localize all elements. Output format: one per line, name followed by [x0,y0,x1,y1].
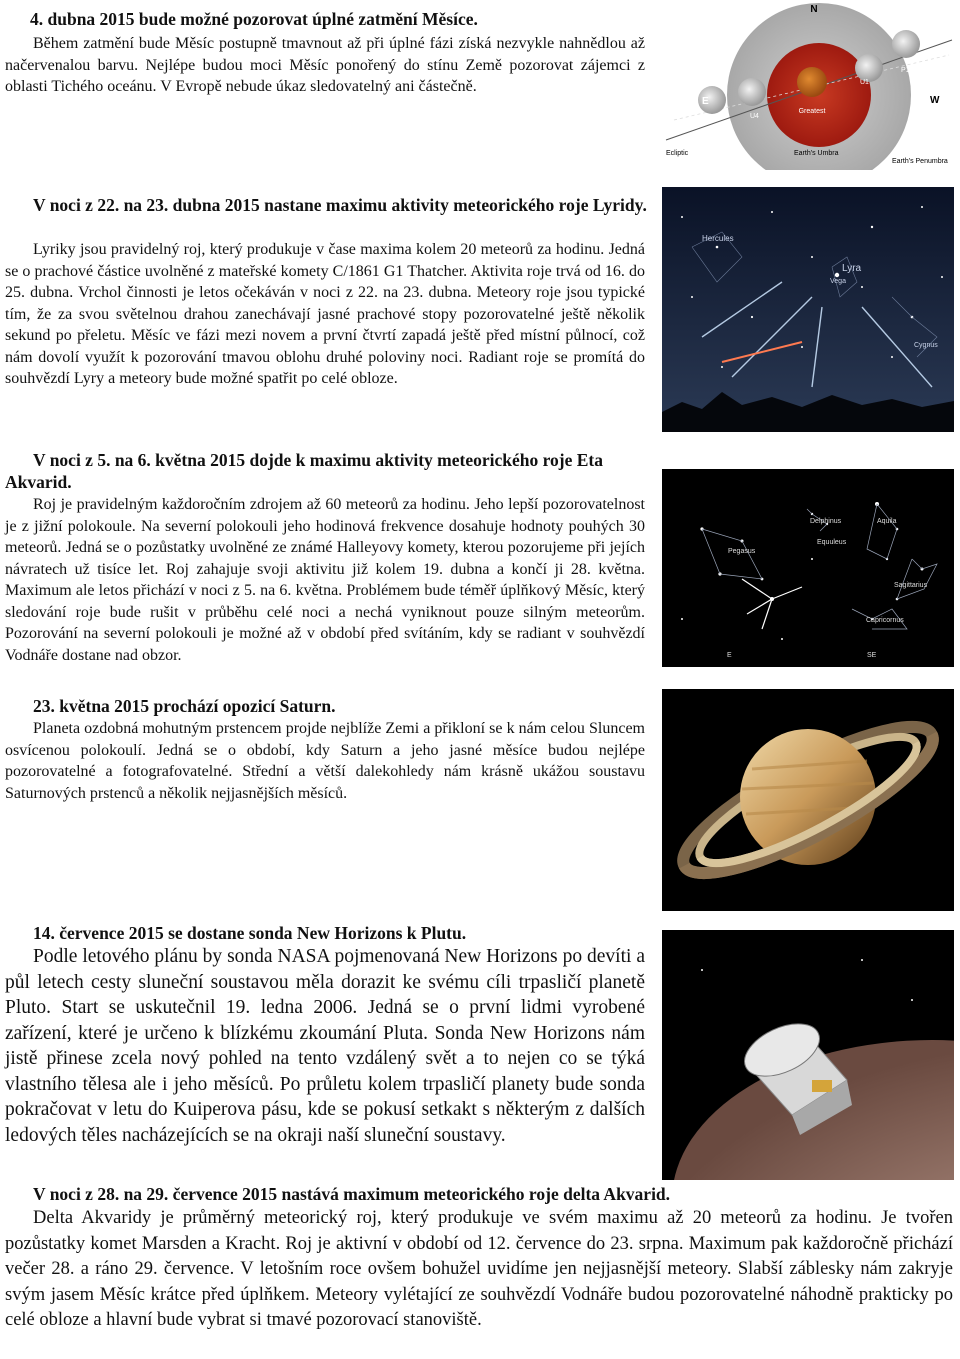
lyra-label: Lyra [842,263,862,274]
equuleus-label: Equuleus [817,539,847,546]
moon-p1 [892,30,920,58]
north-label: N [810,4,818,15]
eta-aquariids-heading: V noci z 5. na 6. května 2015 dojde k maximu aktivity meteorického roje Eta Akvarid. [5,450,604,492]
eclipse-text: Během zatmění bude Měsíc postupně tmavnout až při úplné fázi získá nezvykle nahnědlou až načervenalou barvu. Nejlépe budou moci Měsíc ponořený do stínu Země pozorovat zájemci z oblasti Tichého oceánu. V Evropě nebude úkaz sledovatelný ani částečně. [5,35,645,95]
delta-aquariids-heading: V noci z 28. na 29. července 2015 nastává maximum meteorického roje delta Akvarid. [33,1184,671,1204]
eclipse-heading: 4. dubna 2015 bude možné pozorovat úplné zatmění Měsíce. [30,9,478,29]
lyrids-text: Lyriky jsou pravidelný roj, který produkuje v čase maxima kolem 20 meteorů za hodinu. Jedná se o prachové částice uvolněné z mateřské komety C/1861 G1 Thatcher. Aktivita roje trvá od 16. do 25. dubna. Vrchol činnosti je letos očekáván v noci z 22. na 23. dubna. Meteory roje jsou typické tím, že za svou světelnou drahou zanechávají jasné prachové stopy pozorovatelné ještě několik sekund po přeletu. Měsíc ve fázi mezi novem a první čtvrtí zapadá ještě před místní půlnocí, což nám dovolí využít k pozorování tmavou oblohu druhé poloviny noci. Radiant roje se promítá do souhvězdí Lyry a meteory bude možné spatřit po celé obloze. [5,241,645,387]
u1-label: U1 [860,79,869,86]
aquila-label: Aquila [877,518,897,525]
saturn-image [662,689,954,911]
cygnus-label: Cygnus [914,342,938,349]
greatest-label: Greatest [798,108,826,115]
delta-aquariids-text: Delta Akvaridy je průměrný meteorický roj, který produkuje ve svém maximu až 20 meteorů za hodinu. Je tvořen pozůstatky komet Marsden a Kracht. Roj je aktivní v období od 12. července do 23. srpna. Maximum pak každoročně přichází večer 28. a ráno 29. července. V letošním roce ovšem bohužel uvidíme jen nejjasnější meteory. Slabší záblesky nám zakryje svým jasem Měsíc krátce před úplňkem. Meteory vylétající ze souhvězdí Vodnáře budou pozorovatelné náhodně prakticky po celé obloze a hlavní bude vybrat si tmavé pozorovací stanoviště. [5,1208,953,1330]
new-horizons-text: Podle letového plánu by sonda NASA pojmenovaná New Horizons po devíti a půl letech cesty sluneční soustavou měla dorazit ke svému cíli trpasličí planetě Pluto. Start se uskutečnil 19. ledna 2006. Jedná se o první lidmi vyrobené zařízení, které je určeno k blízkému zkoumání Pluta. Sonda New Horizons nám jistě přinese zcela nový pohled na tento vzdálený svět a to nejen co se týká vlastního tělesa ale i jeho měsíců. Po průletu kolem trpasličí planety bude sonda pokračovat v letu do Kuiperova pásu, kde se pokusí setkakt s některým z dalších ledových těles nacházejících se na okraji naší sluneční soustavy. [5,946,645,1146]
capricornus-label: Capricornus [866,617,904,624]
eta-aquariids-sky-map [662,469,954,667]
east-dir-label: E [727,652,732,659]
penumbra-label: Earth's Penumbra [892,158,948,165]
p1-label: P1 [901,67,910,74]
eta-aquariids-text: Roj je pravidelným každoročním zdrojem až 60 meteorů za hodinu. Jeho lepší pozorovatelnost je z jižní polokoule. Na severní polokouli jeho hodinová frekvence dosahuje hodnoty pouhých 30 meteorů. Jedná se o pozůstatky uvolněné ze známé Halleyovy komety, kterou pozorujeme při jejích návratech už tisíce let. Roj zahajuje svoji aktivitu již kolem 19. dubna a končí ji 28. května. Maximum ale letos přichází v noci z 5. na 6. května. Problémem bude téměř úplňkový Měsíc, který sledování roje bude rušit v průběhu celé noci a nechá vyniknout pouze silným meteorům. Pozorování na severní polokouli je možné až v období před svítáním, kdy se radiant v souhvězdí Vodnáře dostane nad obzor. [5,496,645,664]
new-horizons-image [662,930,954,1180]
p4-label: P4 [712,125,721,132]
umbra-label: Earth's Umbra [794,150,839,157]
vega-label: Vega [830,278,846,285]
sagittarius-label: Sagittarius [894,582,928,589]
lyrids-sky-image [662,187,954,432]
southeast-dir-label: SE [867,652,877,659]
eclipse-diagram [664,0,954,170]
moon-u1 [855,54,883,82]
ecliptic-label: Ecliptic [666,150,689,157]
lyrids-heading: V noci z 22. na 23. dubna 2015 nastane maximu aktivity meteorického roje Lyridy. [33,195,647,215]
east-label: E [702,96,709,107]
new-horizons-heading: 14. července 2015 se dostane sonda New Horizons k Plutu. [33,923,467,943]
delphinus-label: Delphinus [810,518,842,525]
saturn-heading: 23. května 2015 prochází opozicí Saturn. [33,696,336,716]
hercules-label: Hercules [702,234,734,243]
pegasus-label: Pegasus [728,548,756,555]
u4-label: U4 [750,113,759,120]
west-label: W [930,95,940,106]
moon-greatest [797,67,827,97]
moon-u4 [738,78,766,106]
saturn-text: Planeta ozdobná mohutným prstencem projde nejblíže Zemi a přikloní se k nám celou Sluncem osvícenou polokoulí. Jedná se o období, kdy Saturn a jeho jasné měsíce budou nejlépe pozorovatelné a fotografovatelné. Střední a větší dalekohledy nám krásně ukážou soustavu Saturnových prstenců a několik nejjasnějších měsíců. [5,720,645,802]
